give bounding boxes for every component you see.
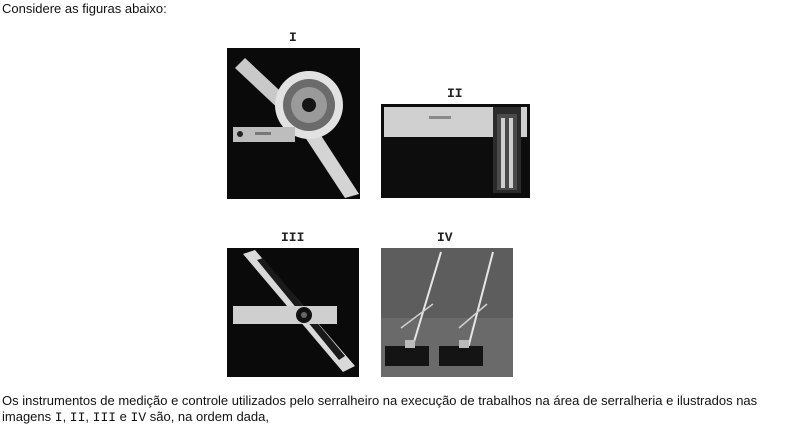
question-text [2, 393, 792, 426]
question-part-2: são, na ordem dada, [146, 409, 269, 424]
question-label-4: IV [130, 410, 147, 425]
question-label-1: I [54, 410, 63, 425]
question-label-2: II [69, 410, 86, 425]
figure-3-image [227, 248, 359, 377]
figure-label-4: IV [437, 230, 453, 245]
intro-text: Considere as figuras abaixo: [2, 1, 167, 16]
question-sep-1: , [62, 409, 70, 424]
figure-label-2: II [447, 86, 463, 101]
figure-label-1: I [289, 30, 297, 45]
question-sep-3: e [116, 409, 131, 424]
question-label-3: III [92, 410, 117, 425]
figure-1-image [227, 48, 360, 199]
question-part-1: Os instrumentos de medição e controle utilizados pelo serralheiro na execução de trabalhos na área de serralheria e ilustrados nas imagens [2, 393, 758, 424]
question-sep-2: , [85, 409, 93, 424]
figure-4-image [381, 248, 513, 377]
figure-2-image [381, 104, 530, 198]
figure-label-3: III [281, 230, 305, 245]
